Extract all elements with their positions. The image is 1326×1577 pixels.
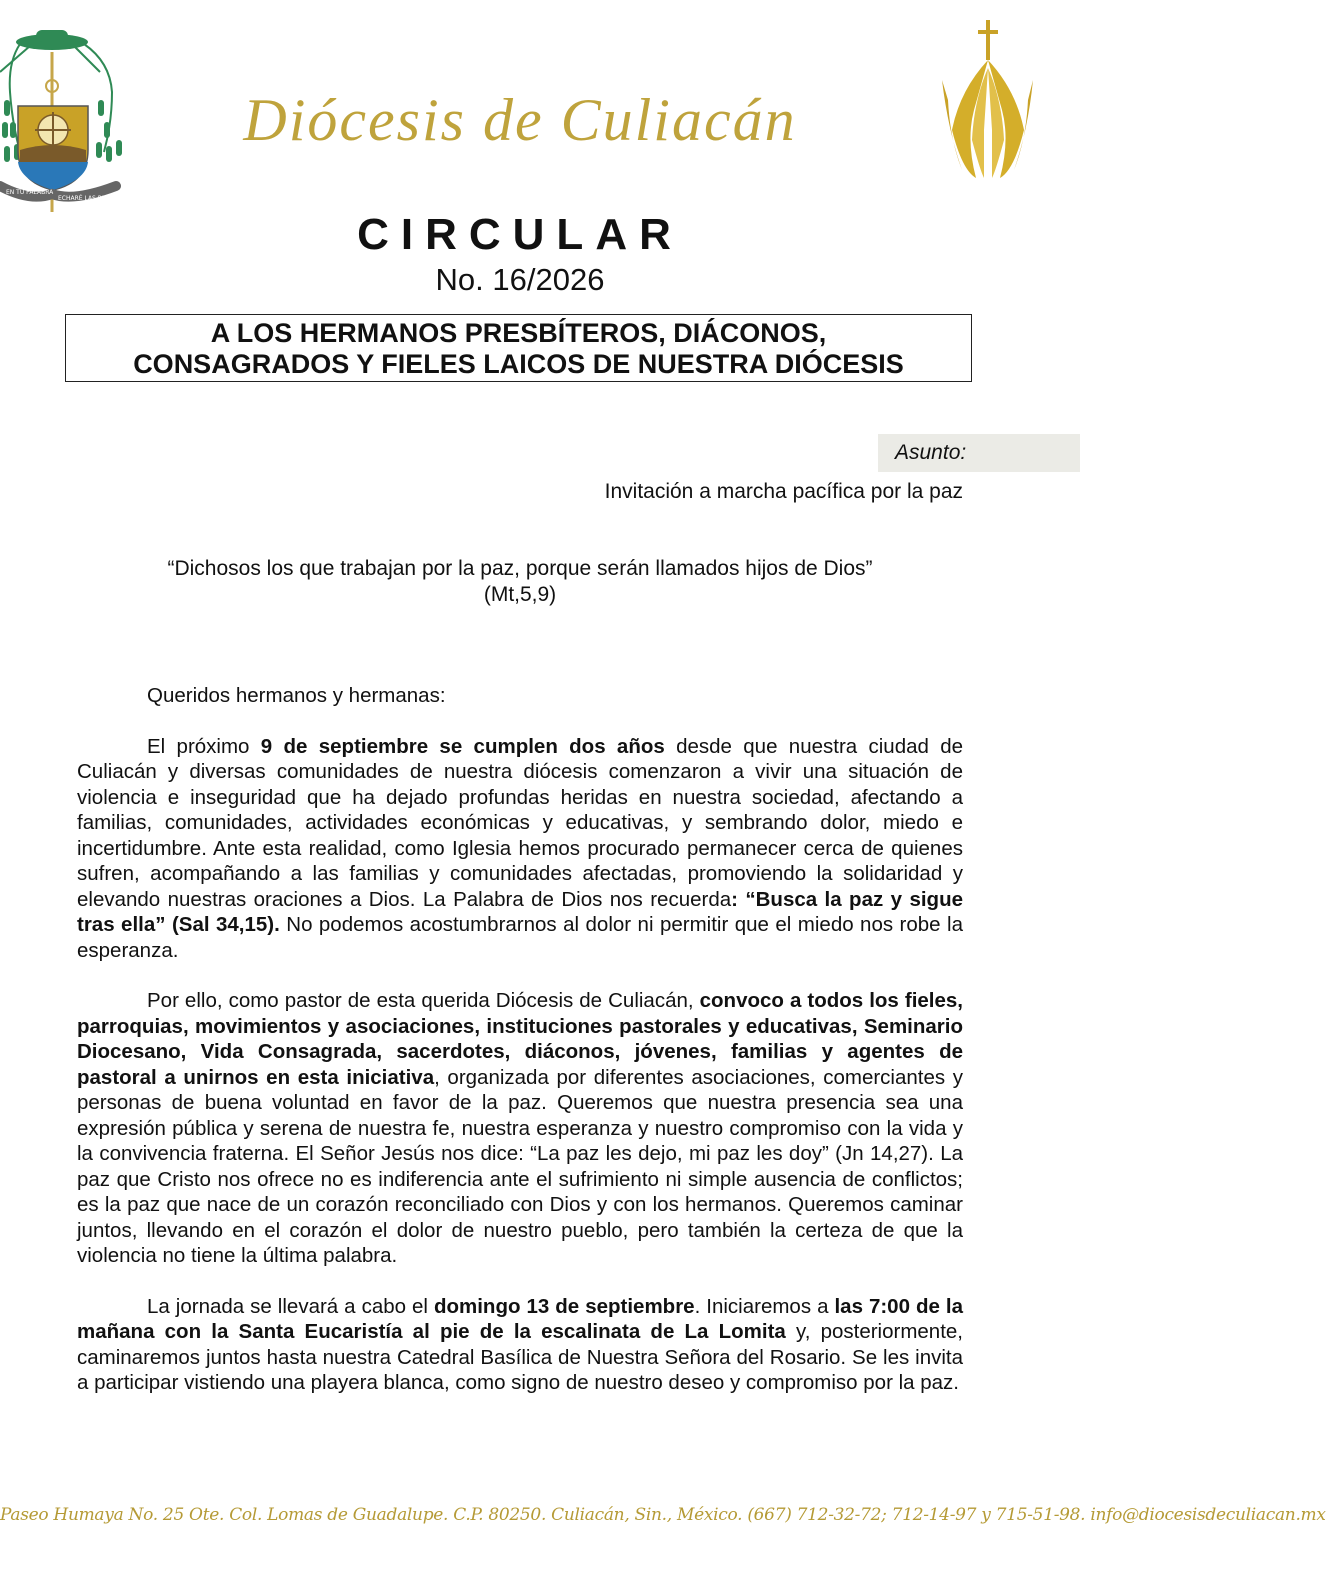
subject-label: Asunto:: [878, 434, 1080, 472]
quote-reference: (Mt,5,9): [483, 583, 557, 606]
diocese-logo-icon: [940, 20, 1035, 180]
addressee-line-2: CONSAGRADOS Y FIELES LAICOS DE NUESTRA DIÓCESIS: [133, 349, 904, 379]
addressee-line-1: A LOS HERMANOS PRESBÍTEROS, DIÁCONOS,: [210, 318, 827, 348]
p2-bold-convocation: convoco a todos los fieles, parroquias, movimientos y asociaciones, instituciones pastorales y educativas, Seminario Diocesano, Vida Consagrada, sacerdotes, diáconos, jóvenes, familias y agentes de pastoral a unirnos en esta iniciativa: [77, 989, 963, 1089]
p3-text-a: La jornada se llevará a cabo el: [147, 1294, 434, 1318]
document-title: CIRCULAR: [357, 210, 683, 259]
paragraph-1: [77, 734, 963, 964]
p3-bold-date: domingo 13 de septiembre: [433, 1294, 695, 1318]
p2-text-c: , organizada por diferentes asociaciones, comerciantes y personas de buena voluntad en favor de la paz. Queremos que nuestra presencia sea una expresión pública y serena de nuestra fe, nuestra esperanza y nuestro compromiso con la vida y la convivencia fraterna. El Señor Jesús nos dice: “La paz les dejo, mi paz les doy” (Jn 14,27). La paz que Cristo nos ofrece no es indiferencia ante el sufrimiento ni simple ausencia de conflictos; es la paz que nace de un corazón reconciliado con Dios y con los hermanos. Queremos caminar juntos, llevando en el corazón el dolor de nuestro pueblo, pero también la certeza de que la violencia no tiene la última palabra.: [77, 1065, 963, 1267]
footer-contact: Paseo Humaya No. 25 Ote. Col. Lomas de Guadalupe. C.P. 80250. Culiacán, Sin., México. (667) 712-32-72; 712-14-97 y 715-51-98. info@diocesisdeculiacan.mx: [0, 1505, 1326, 1525]
diocese-name-heading: Diócesis de Culiacán: [243, 87, 797, 153]
p3-bold-time-place: las 7:00 de la mañana con la Santa Eucaristía al pie de la escalinata de La Lomita: [77, 1294, 963, 1343]
p2-text-a: Por ello, como pastor de esta querida Diócesis de Culiacán,: [147, 989, 700, 1012]
p1-text-c: desde que nuestra ciudad de Culiacán y diversas comunidades de nuestra diócesis comenzaron a vivir una situación de violencia e inseguridad que ha dejado profundas heridas en nuestra sociedad, afectando a familias, comunidades, actividades económicas y educativas, y sembrando dolor, miedo e incertidumbre. Ante esta realidad, como Iglesia hemos procurado permanecer cerca de quienes sufren, acompañando a las familias y comunidades afectadas, promoviendo la solidaridad y elevando nuestras oraciones a Dios. La Palabra de Dios nos recuerda: [77, 734, 964, 911]
seal-motto-right: ECHARÉ LAS REDES: [58, 195, 118, 202]
addressee-box: [65, 314, 972, 382]
letter-body: [77, 683, 963, 1421]
scripture-quote: [150, 556, 890, 608]
seal-motto-left: EN TU PALABRA: [6, 189, 54, 196]
paragraph-2: [77, 988, 963, 1269]
p1-text-d: No podemos acostumbrarnos al dolor ni permitir que el miedo nos robe la esperanza.: [77, 913, 963, 962]
circular-number: No. 16/2026: [435, 262, 605, 297]
subject-text: Invitación a marcha pacífica por la paz: [604, 480, 963, 503]
p1-bold-date: 9 de septiembre se cumplen dos años: [260, 734, 665, 758]
quote-text: “Dichosos los que trabajan por la paz, porque serán llamados hijos de Dios”: [167, 557, 873, 580]
paragraph-3: [77, 1294, 963, 1396]
greeting: Queridos hermanos y hermanas:: [147, 684, 446, 707]
p1-bold-quote: : “Busca la paz y sigue tras ella” (Sal 34,15).: [77, 887, 963, 936]
episcopal-coat-of-arms: [0, 22, 135, 200]
p3-text-c: . Iniciaremos a: [694, 1294, 835, 1318]
p3-text-d: y, posteriormente, caminaremos juntos hasta nuestra Catedral Basílica de Nuestra Señora del Rosario. Se les invita a participar vistiendo una playera blanca, como signo de nuestro deseo y compromiso por la paz.: [77, 1320, 964, 1394]
p1-text-a: El próximo: [147, 734, 261, 758]
